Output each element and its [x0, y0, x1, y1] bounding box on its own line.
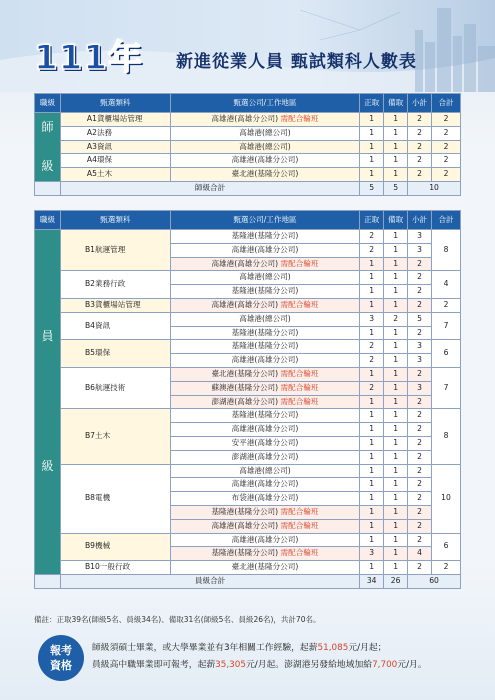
regular-count: 1: [360, 298, 384, 312]
regular-count: 1: [360, 168, 384, 182]
company-name: 基隆港(基隆分公司): [231, 410, 299, 420]
subtotal-count: 2: [408, 533, 432, 547]
table-row: [35, 340, 461, 354]
total-count: 2: [432, 126, 461, 140]
badge-label: 報考 資格: [50, 644, 72, 672]
table-row: [35, 140, 461, 154]
backup-count: 2: [384, 312, 408, 326]
total-count: 6: [432, 533, 461, 561]
total-count: 6: [432, 340, 461, 368]
company-cell: [170, 464, 359, 478]
grand-total: 60: [408, 574, 461, 588]
backup-count: 1: [384, 326, 408, 340]
company-cell: [170, 326, 359, 340]
regular-count: 1: [360, 395, 384, 409]
total-count: 2: [432, 140, 461, 154]
table-row: [35, 312, 461, 326]
backup-count: 1: [384, 423, 408, 437]
subtotal-count: 2: [408, 271, 432, 285]
company-cell: [170, 450, 359, 464]
backup-count: 1: [384, 395, 408, 409]
shift-note: 需配合輪班: [280, 114, 319, 123]
grand-total: 10: [408, 181, 461, 195]
col-level: 職級: [35, 94, 61, 113]
subtotal-count: 2: [408, 519, 432, 533]
regular-count: 1: [360, 464, 384, 478]
company-name: 高雄港(高雄分公司): [231, 479, 299, 489]
subtotal-count: 2: [408, 113, 432, 127]
blank-cell: [35, 574, 61, 588]
category-cell: B4資訊: [60, 312, 170, 340]
total-count: 2: [432, 168, 461, 182]
company-name: 布袋港(高雄分公司): [231, 493, 299, 503]
qual-line2-text: 員級高中職畢業即可報考，起薪: [92, 660, 216, 670]
shift-note: 需配合輪班: [280, 382, 319, 392]
subtotal-count: 2: [408, 168, 432, 182]
company-cell: [170, 285, 359, 299]
company-cell: [170, 519, 359, 533]
shift-note: 需配合輪班: [280, 506, 319, 516]
company-cell: [170, 533, 359, 547]
company-name: 基隆港(基隆分公司): [211, 506, 279, 516]
backup-count: 1: [384, 561, 408, 575]
backup-count: 1: [384, 298, 408, 312]
total-backup: 26: [384, 574, 408, 588]
company-cell: [170, 113, 359, 127]
backup-count: 1: [384, 126, 408, 140]
subtotal-count: 2: [408, 561, 432, 575]
col-backup: 備取: [384, 94, 408, 113]
regular-count: 1: [360, 492, 384, 506]
regular-count: 1: [360, 505, 384, 519]
col-total: 合計: [432, 211, 461, 230]
backup-count: 1: [384, 154, 408, 168]
qual-line2-mid: 元/月起。澎湖港另發給地域加給: [245, 660, 373, 670]
regular-count: 1: [360, 423, 384, 437]
table-row: [35, 126, 461, 140]
subtotal-count: 2: [408, 436, 432, 450]
category-cell: B1航運管理: [60, 230, 170, 271]
shift-note: 需配合輪班: [280, 520, 319, 530]
subtotal-count: 2: [408, 450, 432, 464]
table-master-level: [34, 93, 461, 196]
company-cell: [170, 561, 359, 575]
subtotal-count: 5: [408, 312, 432, 326]
regular-count: 1: [360, 367, 384, 381]
company-name: 臺北港(基隆分公司): [231, 169, 299, 179]
qual-penghu-allowance: 7,700: [372, 660, 398, 670]
table-header-row: [35, 94, 461, 113]
category-cell: B3貨櫃場站管理: [60, 298, 170, 312]
subtotal-count: 2: [408, 492, 432, 506]
total-regular: 34: [360, 574, 384, 588]
company-name: 澎湖港(高雄分公司): [231, 451, 299, 461]
shift-note: 需配合輪班: [280, 396, 319, 406]
company-name: 臺北港(基隆分公司): [211, 368, 279, 378]
subtotal-count: 2: [408, 140, 432, 154]
company-cell: [170, 257, 359, 271]
company-cell: [170, 436, 359, 450]
category-cell: B5環保: [60, 340, 170, 368]
table-row: [35, 561, 461, 575]
table-row: [35, 409, 461, 423]
regular-count: 1: [360, 436, 384, 450]
backup-count: 1: [384, 340, 408, 354]
company-cell: [170, 230, 359, 244]
backup-count: 1: [384, 367, 408, 381]
company-cell: [170, 340, 359, 354]
category-cell: A4環保: [60, 154, 170, 168]
subtotal-count: 3: [408, 230, 432, 244]
regular-count: 1: [360, 478, 384, 492]
backup-count: 1: [384, 113, 408, 127]
total-label: 員級合計: [60, 574, 359, 588]
backup-count: 1: [384, 547, 408, 561]
company-cell: [170, 381, 359, 395]
col-subtotal: 小計: [408, 211, 432, 230]
total-count: 8: [432, 409, 461, 464]
company-name: 高雄港(高雄分公司): [211, 299, 279, 309]
company-cell: [170, 367, 359, 381]
regular-count: 2: [360, 340, 384, 354]
total-row: [35, 181, 461, 195]
regular-count: 1: [360, 154, 384, 168]
company-name: 基隆港(基隆分公司): [231, 327, 299, 337]
regular-count: 1: [360, 409, 384, 423]
company-cell: [170, 312, 359, 326]
total-regular: 5: [360, 181, 384, 195]
regular-count: 1: [360, 126, 384, 140]
regular-count: 1: [360, 140, 384, 154]
company-name: 臺北港(基隆分公司): [231, 562, 299, 572]
company-cell: [170, 298, 359, 312]
company-cell: [170, 354, 359, 368]
total-label: 師級合計: [60, 181, 359, 195]
company-name: 高雄港(高雄分公司): [231, 155, 299, 165]
company-name: 高雄港(高雄分公司): [211, 114, 279, 123]
qualification-line-2: [92, 657, 427, 674]
qualification-text: [92, 640, 427, 674]
subtotal-count: 2: [408, 326, 432, 340]
shift-note: 需配合輪班: [280, 299, 319, 309]
subtotal-count: 2: [408, 409, 432, 423]
company-name: 基隆港(基隆分公司): [231, 286, 299, 296]
regular-count: 2: [360, 243, 384, 257]
company-name: 高雄港(高雄分公司): [231, 534, 299, 544]
qual-line2-tail: 元/月。: [397, 660, 427, 670]
company-name: 安平港(高雄分公司): [231, 437, 299, 447]
table-row: [35, 464, 461, 478]
backup-count: 1: [384, 464, 408, 478]
total-count: 2: [432, 154, 461, 168]
backup-count: 1: [384, 140, 408, 154]
backup-count: 1: [384, 519, 408, 533]
company-name: 高雄港(高雄分公司): [211, 520, 279, 530]
shift-note: 需配合輪班: [280, 368, 319, 378]
col-backup: 備取: [384, 211, 408, 230]
regular-count: 2: [360, 381, 384, 395]
level-group-label: 員 級: [35, 230, 61, 575]
qualification-line-1: [92, 640, 427, 657]
category-cell: B2業務行政: [60, 271, 170, 299]
subtotal-count: 2: [408, 478, 432, 492]
company-cell: [170, 154, 359, 168]
col-subtotal: 小計: [408, 94, 432, 113]
col-company: 甄選公司/工作地區: [170, 94, 359, 113]
regular-count: 1: [360, 113, 384, 127]
col-regular: 正取: [360, 211, 384, 230]
total-count: 8: [432, 230, 461, 271]
subtotal-count: 2: [408, 126, 432, 140]
subtotal-count: 3: [408, 340, 432, 354]
subtotal-count: 2: [408, 464, 432, 478]
backup-count: 1: [384, 168, 408, 182]
qual-salary-master: 51,085: [317, 643, 349, 653]
total-count: 2: [432, 561, 461, 575]
company-name: 高雄港(高雄分公司): [231, 424, 299, 434]
table-row: [35, 154, 461, 168]
backup-count: 1: [384, 478, 408, 492]
backup-count: 1: [384, 450, 408, 464]
total-count: 4: [432, 271, 461, 299]
regular-count: 1: [360, 533, 384, 547]
company-name: 基隆港(基隆分公司): [231, 231, 299, 240]
company-name: 高雄港(高雄分公司): [211, 258, 279, 268]
subtotal-count: 2: [408, 367, 432, 381]
subtotal-count: 2: [408, 298, 432, 312]
total-backup: 5: [384, 181, 408, 195]
company-cell: [170, 126, 359, 140]
company-name: 蘇澳港(基隆分公司): [211, 382, 279, 392]
subtotal-count: 3: [408, 381, 432, 395]
regular-count: 1: [360, 271, 384, 285]
table-row: [35, 271, 461, 285]
col-category: 甄選類科: [60, 94, 170, 113]
category-cell: A5土木: [60, 168, 170, 182]
subtotal-count: 2: [408, 257, 432, 271]
qual-line1-text: 師級須碩士畢業，或大學畢業並有3年相關工作經驗，起薪: [92, 643, 318, 653]
regular-count: 1: [360, 519, 384, 533]
total-row: [35, 574, 461, 588]
table-row: [35, 230, 461, 244]
qualification-badge: [38, 635, 84, 681]
qual-salary-staff: 35,305: [215, 660, 246, 670]
col-category: 甄選類科: [60, 211, 170, 230]
header: [0, 0, 495, 92]
subtotal-count: 4: [408, 547, 432, 561]
subtotal-count: 2: [408, 395, 432, 409]
category-cell: A2法務: [60, 126, 170, 140]
category-cell: A1貨櫃場站管理: [60, 113, 170, 127]
company-cell: [170, 505, 359, 519]
regular-count: 3: [360, 547, 384, 561]
table-header-row: [35, 211, 461, 230]
company-name: 高雄港(總公司): [239, 272, 291, 282]
backup-count: 1: [384, 505, 408, 519]
table-row: [35, 298, 461, 312]
company-name: 高雄港(高雄分公司): [231, 244, 299, 254]
subtotal-count: 3: [408, 354, 432, 368]
regular-count: 2: [360, 354, 384, 368]
year-title: 111年: [34, 38, 143, 78]
total-count: 7: [432, 367, 461, 408]
backup-count: 1: [384, 243, 408, 257]
company-name: 高雄港(總公司): [239, 313, 291, 323]
table-row: [35, 168, 461, 182]
backup-count: 1: [384, 271, 408, 285]
backup-count: 1: [384, 257, 408, 271]
blank-cell: [35, 181, 61, 195]
company-cell: [170, 168, 359, 182]
backup-count: 1: [384, 436, 408, 450]
company-name: 高雄港(總公司): [239, 127, 291, 137]
backup-count: 1: [384, 230, 408, 244]
company-name: 基隆港(基隆分公司): [211, 548, 279, 558]
subtotal-count: 3: [408, 243, 432, 257]
company-name: 澎湖港(高雄分公司): [211, 396, 279, 406]
category-cell: B6航運技術: [60, 367, 170, 408]
col-regular: 正取: [360, 94, 384, 113]
footnote: 備註：正取39名(師級5名、員級34名)、備取31名(師級5名、員級26名)，共計70名。: [34, 615, 321, 624]
company-name: 高雄港(總公司): [239, 465, 291, 475]
company-cell: [170, 140, 359, 154]
backup-count: 1: [384, 354, 408, 368]
regular-count: 1: [360, 561, 384, 575]
company-cell: [170, 478, 359, 492]
col-company: 甄選公司/工作地區: [170, 211, 359, 230]
col-total: 合計: [432, 94, 461, 113]
backup-count: 1: [384, 285, 408, 299]
backup-count: 1: [384, 533, 408, 547]
regular-count: 2: [360, 230, 384, 244]
regular-count: 3: [360, 312, 384, 326]
regular-count: 1: [360, 285, 384, 299]
regular-count: 1: [360, 257, 384, 271]
category-cell: B10一般行政: [60, 561, 170, 575]
total-count: 7: [432, 312, 461, 340]
company-name: 基隆港(基隆分公司): [231, 341, 299, 351]
company-cell: [170, 547, 359, 561]
company-name: 高雄港(高雄分公司): [231, 355, 299, 365]
table-row: [35, 113, 461, 127]
col-level: 職級: [35, 211, 61, 230]
subtotal-count: 2: [408, 285, 432, 299]
regular-count: 1: [360, 450, 384, 464]
company-cell: [170, 271, 359, 285]
subtotal-count: 2: [408, 154, 432, 168]
shift-note: 需配合輪班: [280, 548, 319, 558]
category-cell: B7土木: [60, 409, 170, 464]
company-name: 高雄港(總公司): [239, 141, 291, 151]
company-cell: [170, 243, 359, 257]
table-row: [35, 533, 461, 547]
backup-count: 1: [384, 409, 408, 423]
company-cell: [170, 423, 359, 437]
category-cell: B9機械: [60, 533, 170, 561]
table-staff-level: [34, 210, 461, 589]
total-count: 10: [432, 464, 461, 533]
qual-line1-tail: 元/月起；: [348, 643, 387, 653]
page-subtitle: 新進從業人員 甄試類科人數表: [176, 52, 417, 72]
backup-count: 1: [384, 381, 408, 395]
subtotal-count: 2: [408, 423, 432, 437]
company-cell: [170, 409, 359, 423]
shift-note: 需配合輪班: [280, 258, 319, 268]
total-count: 2: [432, 113, 461, 127]
total-count: 2: [432, 298, 461, 312]
level-group-label: 師 級: [35, 113, 61, 182]
regular-count: 1: [360, 326, 384, 340]
backup-count: 1: [384, 492, 408, 506]
company-cell: [170, 492, 359, 506]
category-cell: A3資訊: [60, 140, 170, 154]
table-row: [35, 367, 461, 381]
category-cell: B8電機: [60, 464, 170, 533]
subtotal-count: 2: [408, 505, 432, 519]
company-cell: [170, 395, 359, 409]
